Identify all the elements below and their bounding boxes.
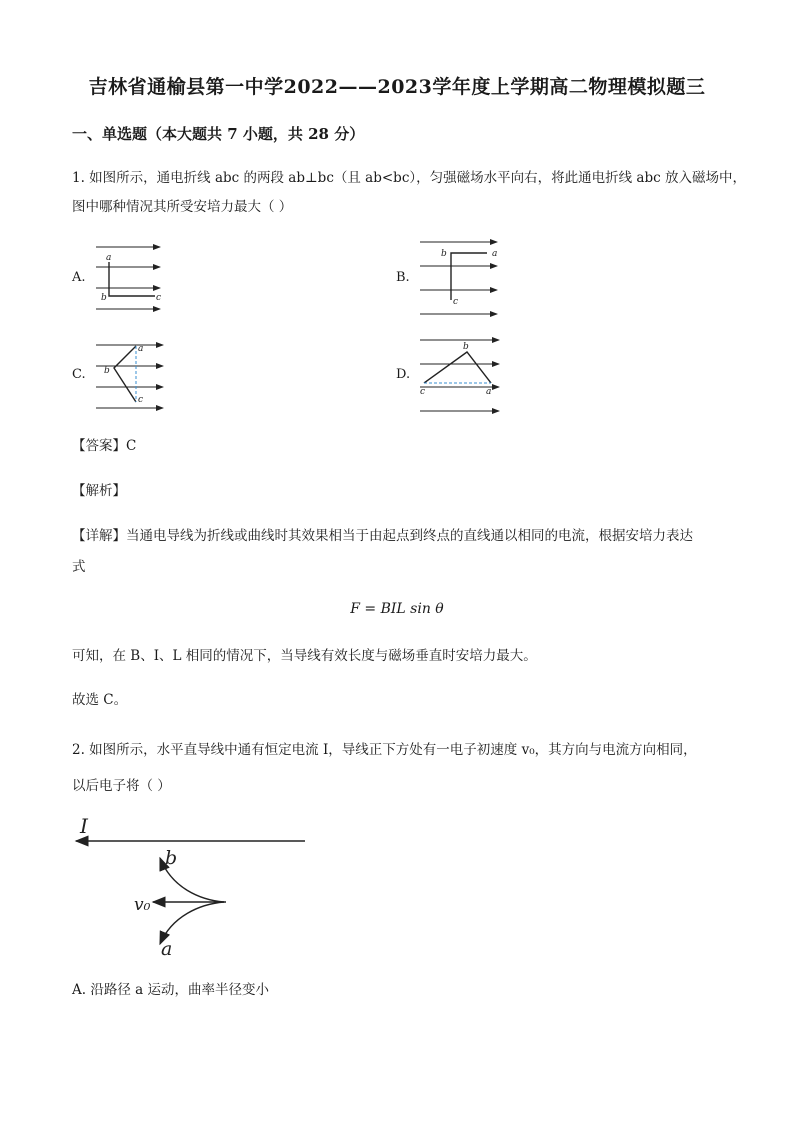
q1-a-label-a: a xyxy=(106,253,112,263)
q1-answer: 【答案】C xyxy=(72,438,137,454)
q1-formula: F = BIL sin θ xyxy=(350,601,444,617)
section-heading: 一、单选题（本大题共 7 小题，共 28 分） xyxy=(72,125,365,143)
q1-detail-line1: 【详解】当通电导线为折线或曲线时其效果相当于由起点到终点的直线通以相同的电流，根据安培力表达 xyxy=(72,528,693,544)
q1-a-label-c: c xyxy=(156,293,162,303)
q1-choice: 故选 C。 xyxy=(72,692,128,708)
q1-d-label-b: b xyxy=(463,342,469,352)
q2-label-a: a xyxy=(161,938,173,960)
q1-option-d-label: D. xyxy=(396,367,411,382)
q1-d-label-a: a xyxy=(486,387,492,397)
q1-c-label-b: b xyxy=(104,366,110,376)
q1-option-a-label: A. xyxy=(72,270,86,285)
q1-b-label-a: a xyxy=(492,249,498,259)
q1-b-label-b: b xyxy=(441,249,447,259)
q1-d-label-c: c xyxy=(420,387,426,397)
q1-c-label-c: c xyxy=(138,395,144,405)
page-title: 吉林省通榆县第一中学2022——2023学年度上学期高二物理模拟题三 xyxy=(88,76,706,98)
q2-stem-line2: 以后电子将（ ） xyxy=(72,778,171,794)
q2-label-b: b xyxy=(165,847,178,869)
q1-analysis-heading: 【解析】 xyxy=(72,483,126,499)
q1-b-label-c: c xyxy=(453,297,459,307)
q2-stem-line1: 2. 如图所示，水平直导线中通有恒定电流 I，导线正下方处有一电子初速度 v₀，其方向与电流方向相同， xyxy=(72,742,697,758)
q2-label-v0: v₀ xyxy=(134,895,151,915)
q2-option-a: A. 沿路径 a 运动，曲率半径变小 xyxy=(72,982,269,998)
q1-detail-line2: 式 xyxy=(72,559,86,575)
q1-option-b-label: B. xyxy=(396,270,410,285)
q1-a-label-b: b xyxy=(101,293,107,303)
q2-label-current: I xyxy=(80,814,88,838)
q1-stem-line2: 图中哪种情况其所受安培力最大（ ） xyxy=(72,199,293,215)
q1-c-label-a: a xyxy=(138,344,144,354)
q1-option-c-label: C. xyxy=(72,367,86,382)
q1-conclusion: 可知，在 B、I、L 相同的情况下，当导线有效长度与磁场垂直时安培力最大。 xyxy=(72,648,537,664)
q1-stem-line1: 1. 如图所示，通电折线 abc 的两段 ab⊥bc（且 ab<bc），匀强磁场水平向右，将此通电折线 abc 放入磁场中， xyxy=(72,170,746,186)
